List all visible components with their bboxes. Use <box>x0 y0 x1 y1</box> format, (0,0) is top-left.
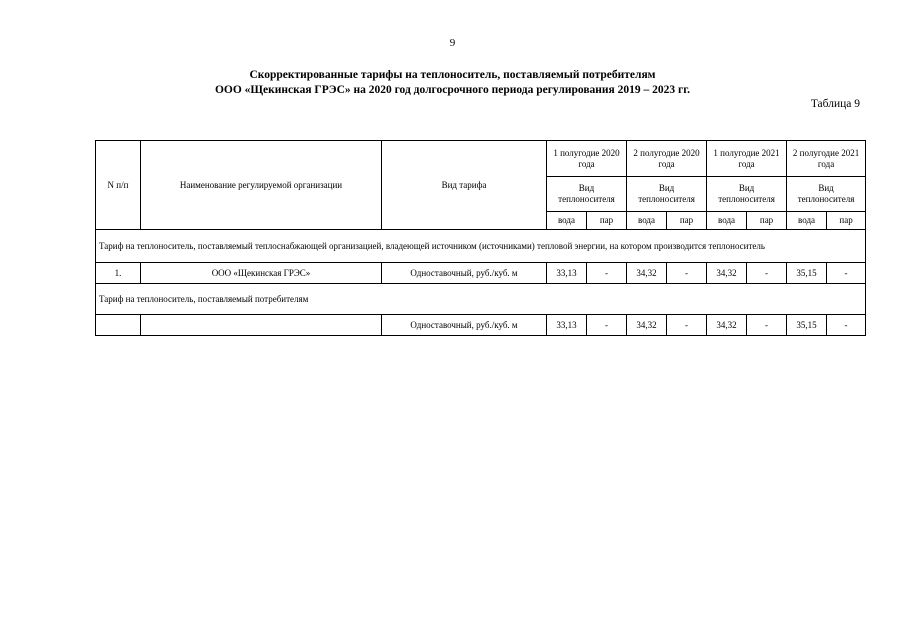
row-num <box>96 315 141 336</box>
header-num: N п/п <box>96 141 141 230</box>
section-row <box>96 230 866 263</box>
value-cell: - <box>827 315 866 336</box>
header-carrier-type: Вид теплоносителя <box>627 177 707 212</box>
value-cell: - <box>747 263 787 284</box>
row-organization: ООО «Щекинская ГРЭС» <box>141 263 382 284</box>
value-cell: 35,15 <box>787 315 827 336</box>
value-cell: 34,32 <box>707 315 747 336</box>
header-period: 2 полугодие 2021 года <box>787 141 866 177</box>
value-cell: - <box>747 315 787 336</box>
value-cell: - <box>587 263 627 284</box>
value-cell: - <box>667 315 707 336</box>
value-cell: 34,32 <box>627 315 667 336</box>
header-carrier-type: Вид теплоносителя <box>707 177 787 212</box>
value-cell: - <box>587 315 627 336</box>
header-carrier-type: Вид теплоносителя <box>787 177 866 212</box>
value-cell: 34,32 <box>707 263 747 284</box>
header-steam: пар <box>827 212 866 230</box>
section-row <box>96 284 866 315</box>
title-line-1: Скорректированные тарифы на теплоноситель, поставляемый потребителям <box>249 69 656 81</box>
header-water: вода <box>627 212 667 230</box>
row-organization <box>141 315 382 336</box>
page-number: 9 <box>449 37 456 49</box>
header-water: вода <box>547 212 587 230</box>
header-water: вода <box>787 212 827 230</box>
table-label: Таблица 9 <box>810 98 860 110</box>
header-period: 1 полугодие 2020 года <box>547 141 627 177</box>
header-period: 1 полугодие 2021 года <box>707 141 787 177</box>
header-carrier-type: Вид теплоносителя <box>547 177 627 212</box>
row-tariff-type: Одноставочный, руб./куб. м <box>382 263 547 284</box>
table-row <box>96 263 866 284</box>
tariff-table <box>95 140 866 336</box>
header-organization: Наименование регулируемой организации <box>141 141 382 230</box>
table-row <box>96 315 866 336</box>
header-tariff-type: Вид тарифа <box>382 141 547 230</box>
title-line-2: ООО «Щекинская ГРЭС» на 2020 год долгосрочного периода регулирования 2019 – 2023 гг. <box>214 84 691 96</box>
header-period: 2 полугодие 2020 года <box>627 141 707 177</box>
document-title <box>0 68 905 98</box>
section-heading: Тариф на теплоноситель, поставляемый потребителям <box>96 284 866 315</box>
section-heading: Тариф на теплоноситель, поставляемый теплоснабжающей организацией, владеющей источником (источниками) тепловой энергии, на котором производится теплоноситель <box>96 230 866 263</box>
header-steam: пар <box>587 212 627 230</box>
value-cell: 33,13 <box>547 315 587 336</box>
header-row-periods <box>96 141 866 177</box>
row-num: 1. <box>96 263 141 284</box>
value-cell: 35,15 <box>787 263 827 284</box>
header-water: вода <box>707 212 747 230</box>
header-steam: пар <box>747 212 787 230</box>
header-steam: пар <box>667 212 707 230</box>
value-cell: - <box>667 263 707 284</box>
row-tariff-type: Одноставочный, руб./куб. м <box>382 315 547 336</box>
value-cell: 34,32 <box>627 263 667 284</box>
value-cell: 33,13 <box>547 263 587 284</box>
value-cell: - <box>827 263 866 284</box>
